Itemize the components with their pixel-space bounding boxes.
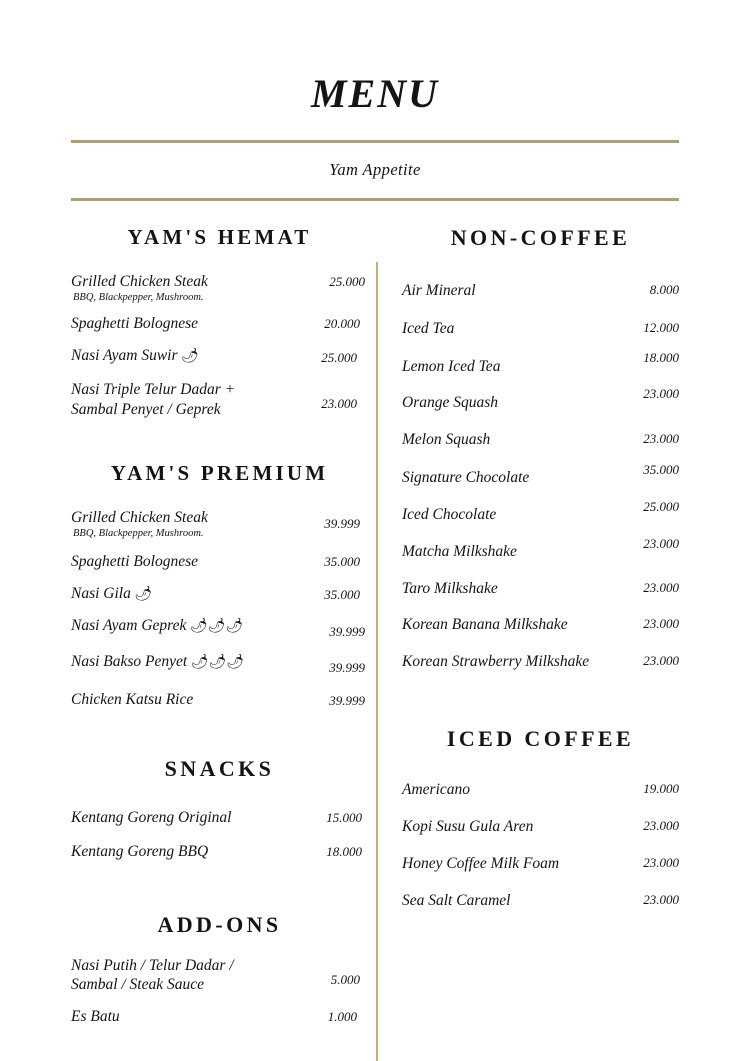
menu-item-name: Melon Squash bbox=[402, 431, 491, 449]
menu-item-name: Kopi Susu Gula Aren bbox=[402, 817, 534, 835]
menu-item-name-group bbox=[71, 690, 307, 710]
item-list-iced-coffee bbox=[402, 780, 679, 910]
menu-item-name-group bbox=[402, 817, 625, 837]
menu-item-row bbox=[71, 346, 368, 366]
menu-item-name-group bbox=[71, 552, 302, 572]
section-heading-yam-s-hemat: YAM'S HEMAT bbox=[127, 225, 312, 249]
menu-item-price: 15.000 bbox=[326, 809, 362, 825]
menu-item-name: Kentang Goreng BBQ bbox=[71, 842, 209, 860]
menu-item-price: 12.000 bbox=[643, 319, 679, 335]
menu-columns bbox=[71, 201, 679, 1027]
menu-item-price: 23.000 bbox=[643, 854, 679, 870]
menu-item-row bbox=[402, 854, 679, 874]
menu-item-row bbox=[402, 430, 679, 450]
menu-item-description: BBQ, Blackpepper, Mushroom. bbox=[73, 291, 204, 303]
menu-item-name: Matcha Milkshake bbox=[402, 542, 517, 560]
menu-item-row bbox=[402, 349, 679, 377]
menu-item-price: 1.000 bbox=[327, 1009, 357, 1025]
menu-item-name: Es Batu bbox=[71, 1008, 120, 1026]
menu-item-name-group bbox=[71, 808, 304, 828]
menu-item-price: 23.000 bbox=[643, 817, 679, 833]
item-list-non-coffee bbox=[402, 281, 679, 672]
chili-pepper-icon: 🌶 bbox=[177, 348, 199, 364]
menu-item-name-group bbox=[71, 346, 299, 366]
menu-item-name-group bbox=[71, 508, 302, 540]
menu-item-row bbox=[71, 1007, 368, 1027]
menu-item-row bbox=[71, 272, 368, 304]
menu-item-name-group bbox=[402, 579, 625, 599]
left-column bbox=[71, 207, 386, 1027]
menu-item-row bbox=[71, 616, 368, 640]
menu-item-row bbox=[402, 817, 679, 837]
menu-item-price: 23.000 bbox=[643, 535, 679, 551]
menu-item-row bbox=[402, 780, 679, 800]
menu-item-row bbox=[71, 584, 368, 604]
menu-item-name-group bbox=[71, 1007, 299, 1027]
menu-item-name-group bbox=[402, 357, 625, 377]
right-column bbox=[386, 207, 679, 1027]
menu-item-name: Signature Chocolate bbox=[402, 469, 530, 487]
menu-item-row bbox=[402, 281, 679, 301]
menu-item-row bbox=[402, 462, 679, 488]
menu-item-name-group bbox=[71, 272, 307, 304]
menu-item-name: Nasi Ayam Geprek 🌶🌶🌶 bbox=[71, 617, 244, 635]
menu-item-name: Chicken Katsu Rice bbox=[71, 691, 194, 709]
menu-item-name: Grilled Chicken Steak bbox=[71, 509, 208, 527]
menu-item-name-group bbox=[402, 505, 625, 525]
menu-item-price: 20.000 bbox=[324, 315, 360, 331]
menu-item-name-group bbox=[402, 393, 625, 413]
menu-item-name-group bbox=[402, 854, 625, 874]
menu-item-name-group bbox=[71, 956, 302, 996]
menu-item-price: 23.000 bbox=[643, 891, 679, 907]
menu-item-name: Nasi Ayam Suwir 🌶 bbox=[71, 346, 199, 364]
menu-item-price: 35.000 bbox=[643, 462, 679, 478]
menu-item-name-group bbox=[402, 281, 625, 301]
menu-item-row bbox=[402, 498, 679, 525]
menu-item-name: Air Mineral bbox=[402, 282, 476, 299]
menu-item-price: 18.000 bbox=[643, 349, 679, 365]
menu-item-name: Iced Chocolate bbox=[402, 505, 497, 523]
menu-item-row bbox=[402, 579, 679, 599]
menu-item-price: 25.000 bbox=[329, 274, 365, 289]
menu-item-price: 39.999 bbox=[329, 624, 365, 640]
item-list-add-ons bbox=[71, 956, 368, 1027]
menu-item-name: Iced Tea bbox=[402, 319, 455, 337]
menu-item-row bbox=[402, 615, 679, 635]
item-list-yam-s-hemat bbox=[71, 272, 368, 419]
menu-item-price: 39.999 bbox=[329, 693, 365, 709]
chili-pepper-icon: 🌶🌶🌶 bbox=[187, 655, 245, 671]
menu-item-name-group bbox=[402, 430, 625, 450]
menu-item-name-group bbox=[402, 652, 625, 672]
menu-item-row bbox=[71, 552, 368, 572]
section-heading-yam-s-premium: YAM'S PREMIUM bbox=[110, 461, 329, 486]
section-heading-snacks: SNACKS bbox=[164, 755, 275, 781]
menu-item-name-group bbox=[402, 319, 625, 339]
menu-item-name: Sea Salt Caramel bbox=[402, 891, 511, 909]
menu-item-row bbox=[71, 956, 368, 996]
menu-item-name-group bbox=[71, 616, 307, 636]
menu-item-price: 5.000 bbox=[330, 971, 360, 987]
menu-item-row bbox=[402, 386, 679, 413]
menu-item-name-group bbox=[402, 542, 625, 562]
item-list-snacks bbox=[71, 808, 368, 862]
menu-item-price: 23.000 bbox=[643, 653, 679, 669]
menu-item-row bbox=[71, 380, 368, 420]
menu-item-name-group bbox=[402, 468, 625, 488]
chili-pepper-icon: 🌶 bbox=[130, 587, 153, 603]
menu-item-name-group bbox=[71, 842, 304, 862]
section-heading-iced-coffee: ICED COFFEE bbox=[446, 726, 635, 752]
menu-item-price: 35.000 bbox=[324, 587, 360, 603]
menu-item-price: 39.999 bbox=[324, 516, 360, 532]
menu-item-price: 23.000 bbox=[321, 395, 357, 411]
menu-item-price: 18.000 bbox=[326, 843, 362, 859]
menu-item-price: 23.000 bbox=[643, 386, 679, 402]
menu-item-name-group bbox=[71, 314, 302, 334]
menu-item-row bbox=[71, 508, 368, 540]
menu-item-name-group bbox=[71, 652, 307, 672]
menu-item-name: Korean Banana Milkshake bbox=[402, 616, 568, 634]
menu-item-row bbox=[71, 842, 368, 862]
menu-item-name: Nasi Bakso Penyet 🌶🌶🌶 bbox=[71, 653, 245, 671]
menu-item-price: 8.000 bbox=[649, 282, 679, 297]
menu-item-name: Americano bbox=[402, 781, 471, 799]
menu-item-row bbox=[71, 690, 368, 710]
menu-item-row bbox=[402, 891, 679, 911]
menu-item-price: 19.000 bbox=[643, 781, 679, 797]
menu-item-name: Spaghetti Bolognese bbox=[71, 553, 198, 571]
section-heading-non-coffee: NON-COFFEE bbox=[450, 225, 631, 250]
menu-item-price: 23.000 bbox=[643, 616, 679, 632]
menu-item-row bbox=[402, 319, 679, 339]
menu-item-name: Taro Milkshake bbox=[402, 579, 498, 597]
item-list-yam-s-premium bbox=[71, 508, 368, 710]
menu-item-name: Nasi Putih / Telur Dadar / Sambal / Steak Sauce bbox=[71, 956, 234, 994]
menu-item-name: Korean Strawberry Milkshake bbox=[402, 653, 590, 671]
menu-item-name: Spaghetti Bolognese bbox=[71, 314, 198, 332]
menu-item-description: BBQ, Blackpepper, Mushroom. bbox=[73, 528, 204, 540]
section-heading-add-ons: ADD-ONS bbox=[157, 911, 282, 937]
chili-pepper-icon: 🌶🌶🌶 bbox=[186, 619, 244, 635]
menu-item-price: 23.000 bbox=[643, 431, 679, 447]
menu-item-price: 23.000 bbox=[643, 579, 679, 595]
menu-item-name-group bbox=[71, 380, 299, 420]
menu-item-row bbox=[71, 652, 368, 676]
menu-item-name: Nasi Triple Telur Dadar + Sambal Penyet / Geprek bbox=[71, 380, 236, 418]
menu-item-price: 39.999 bbox=[329, 660, 365, 676]
menu-item-row bbox=[71, 314, 368, 334]
menu-item-name: Kentang Goreng Original bbox=[71, 808, 232, 826]
menu-item-name-group bbox=[402, 891, 625, 911]
menu-item-name: Honey Coffee Milk Foam bbox=[402, 854, 560, 872]
menu-item-price: 35.000 bbox=[324, 554, 360, 570]
menu-item-name: Nasi Gila 🌶 bbox=[71, 585, 153, 603]
menu-item-row bbox=[71, 808, 368, 828]
menu-item-price: 25.000 bbox=[643, 498, 679, 514]
page-title: MENU bbox=[310, 71, 440, 116]
menu-item-name: Orange Squash bbox=[402, 394, 499, 412]
menu-item-name-group bbox=[402, 780, 625, 800]
menu-page bbox=[0, 71, 750, 1061]
menu-item-price: 25.000 bbox=[321, 349, 357, 365]
menu-subtitle: Yam Appetite bbox=[329, 160, 421, 179]
menu-item-name: Grilled Chicken Steak bbox=[71, 273, 208, 290]
menu-item-row bbox=[402, 652, 679, 672]
menu-item-name: Lemon Iced Tea bbox=[402, 357, 501, 375]
menu-item-row bbox=[402, 535, 679, 562]
menu-item-name-group bbox=[71, 584, 302, 604]
menu-item-name-group bbox=[402, 615, 625, 635]
